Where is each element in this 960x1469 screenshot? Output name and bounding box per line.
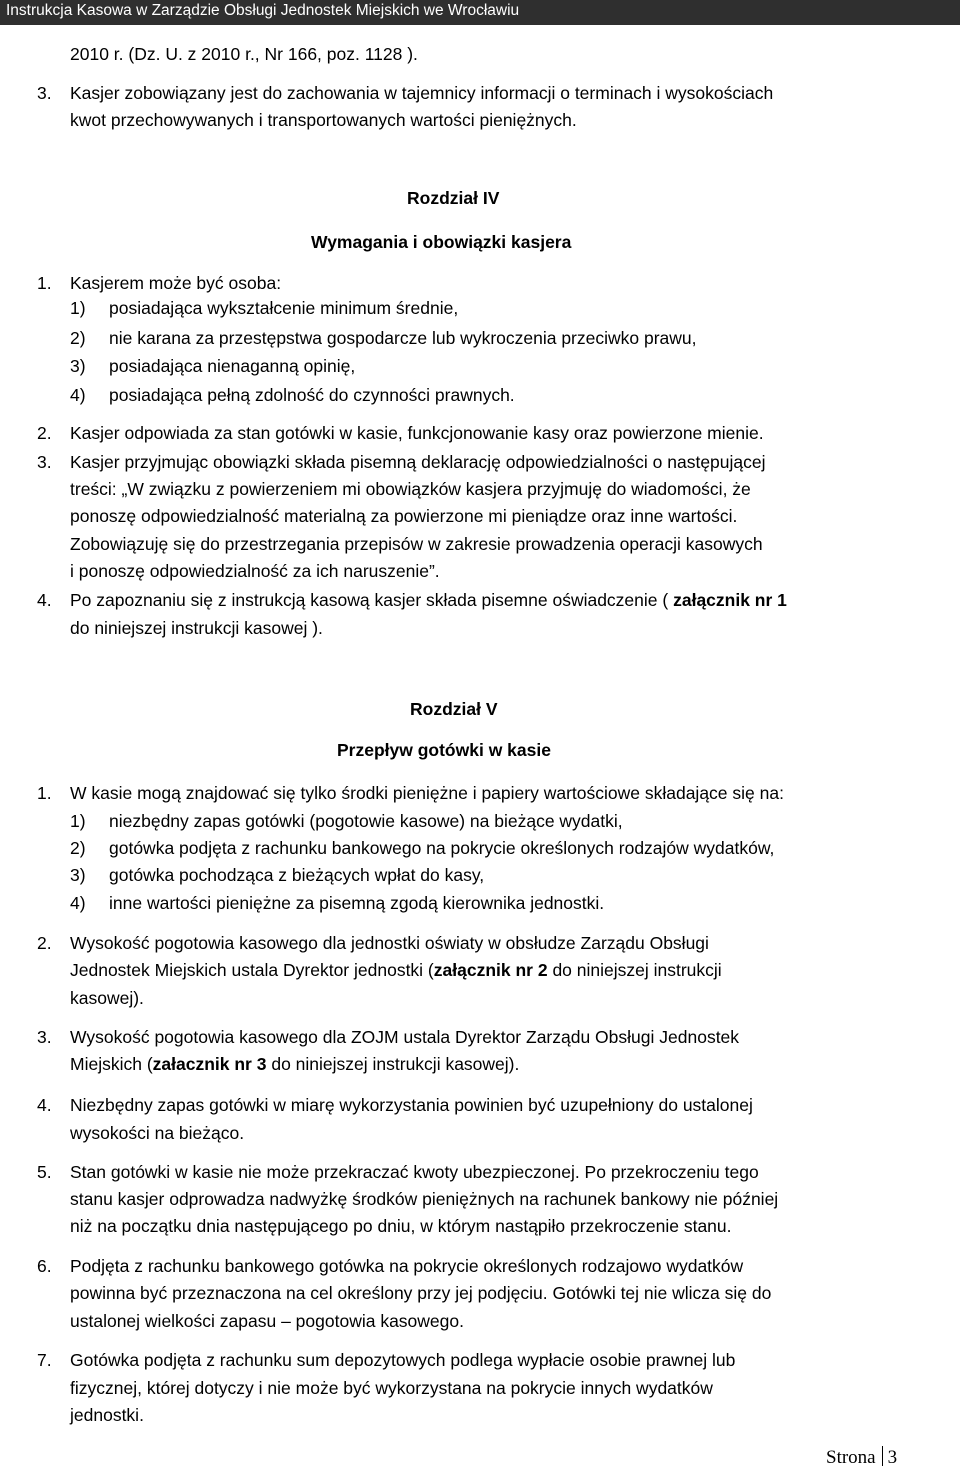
- item-number: 4.: [37, 1095, 52, 1115]
- paragraph-line: niż na początku dnia następującego po dniu, w którym nastąpiło przekroczenie stanu.: [70, 1216, 732, 1236]
- paragraph-line: [70, 959, 722, 981]
- item-number: 1.: [37, 783, 52, 803]
- paragraph-line: jednostki.: [70, 1405, 144, 1425]
- paragraph-line: Podjęta z rachunku bankowego gotówka na pokrycie określonych rodzajowo wydatków: [70, 1256, 744, 1276]
- document-header-title: Instrukcja Kasowa w Zarządzie Obsługi Jednostek Miejskich we Wrocławiu: [6, 2, 520, 19]
- text-run: do niniejszej instrukcji: [552, 960, 722, 980]
- paragraph-line: Niezbędny zapas gotówki w miarę wykorzystania powinien być uzupełniony do ustalonej: [70, 1095, 753, 1115]
- item-number: 5.: [37, 1162, 52, 1182]
- paragraph-line: Kasjerem może być osoba:: [70, 273, 282, 293]
- page-footer: [826, 1446, 897, 1469]
- page-label: Strona: [826, 1447, 876, 1468]
- subitem-text: gotówka podjęta z rachunku bankowego na pokrycie określonych rodzajów wydatków,: [109, 838, 775, 858]
- chapter-subtitle: Przepływ gotówki w kasie: [337, 740, 551, 760]
- item-number: 3.: [37, 83, 52, 103]
- subitem-number: 3): [70, 356, 86, 376]
- subitem-text: nie karana za przestępstwa gospodarcze lub wykroczenia przeciwko prawu,: [109, 328, 697, 348]
- paragraph-line: Wysokość pogotowia kasowego dla ZOJM ustala Dyrektor Zarządu Obsługi Jednostek: [70, 1027, 740, 1047]
- subitem-number: 4): [70, 893, 86, 913]
- item-number: 3.: [37, 1027, 52, 1047]
- chapter-title: Rozdział V: [410, 699, 498, 719]
- subitem-number: 1): [70, 811, 86, 831]
- text-run: Jednostek Miejskich ustala Dyrektor jednostki (: [70, 960, 434, 980]
- attachment-reference: załacznik nr 3: [152, 1054, 267, 1074]
- paragraph-line: Kasjer odpowiada za stan gotówki w kasie, funkcjonowanie kasy oraz powierzone mienie.: [70, 423, 764, 443]
- subitem-text: posiadająca wykształcenie minimum średnie,: [109, 298, 459, 318]
- item-number: 2.: [37, 933, 52, 953]
- paragraph-line: stanu kasjer odprowadza nadwyżkę środków pieniężnych na rachunek bankowy nie później: [70, 1189, 779, 1209]
- paragraph-line: fizycznej, której dotyczy i nie może być wykorzystana na pokrycie innych wydatków: [70, 1378, 713, 1398]
- subitem-number: 2): [70, 328, 86, 348]
- item-number: 2.: [37, 423, 52, 443]
- subitem-text: gotówka pochodząca z bieżących wpłat do kasy,: [109, 865, 485, 885]
- subitem-number: 1): [70, 298, 86, 318]
- item-number: 6.: [37, 1256, 52, 1276]
- subitem-number: 3): [70, 865, 86, 885]
- subitem-text: posiadająca nienaganną opinię,: [109, 356, 356, 376]
- paragraph-line: W kasie mogą znajdować się tylko środki pieniężne i papiery wartościowe składające się na:: [70, 783, 784, 803]
- attachment-reference: załącznik nr 1: [673, 590, 787, 610]
- paragraph-line: treści: „W związku z powierzeniem mi obowiązków kasjera przyjmuję do wiadomości, że: [70, 479, 751, 499]
- paragraph-line: kwot przechowywanych i transportowanych wartości pieniężnych.: [70, 110, 577, 130]
- subitem-number: 4): [70, 385, 86, 405]
- paragraph-line: Stan gotówki w kasie nie może przekraczać kwoty ubezpieczonej. Po przekroczeniu tego: [70, 1162, 759, 1182]
- paragraph-line: ustalonej wielkości zapasu – pogotowia kasowego.: [70, 1311, 464, 1331]
- subitem-number: 2): [70, 838, 86, 858]
- paragraph-line: ponoszę odpowiedzialność materialną za powierzone mi pieniądze oraz inne wartości.: [70, 506, 738, 526]
- item-number: 3.: [37, 452, 52, 472]
- paragraph-line: i ponoszę odpowiedzialność za ich naruszenie”.: [70, 561, 440, 581]
- paragraph-line: do niniejszej instrukcji kasowej ).: [70, 618, 323, 638]
- paragraph-line: kasowej).: [70, 988, 144, 1008]
- paragraph-line: Kasjer przyjmując obowiązki składa pisemną deklarację odpowiedzialności o następującej: [70, 452, 766, 472]
- paragraph-line: [70, 1053, 519, 1075]
- paragraph-line: Gotówka podjęta z rachunku sum depozytowych podlega wypłacie osobie prawnej lub: [70, 1350, 736, 1370]
- item-number: 1.: [37, 273, 52, 293]
- attachment-reference: załącznik nr 2: [433, 960, 548, 980]
- page-number: 3: [887, 1447, 898, 1468]
- text-run: do niniejszej instrukcji kasowej).: [271, 1054, 520, 1074]
- paragraph-line: Wysokość pogotowia kasowego dla jednostki oświaty w obsłudze Zarządu Obsługi: [70, 933, 709, 953]
- subitem-text: niezbędny zapas gotówki (pogotowie kasowe) na bieżące wydatki,: [109, 811, 623, 831]
- chapter-title: Rozdział IV: [407, 188, 500, 208]
- paragraph-line: [70, 589, 787, 611]
- chapter-subtitle: Wymagania i obowiązki kasjera: [311, 232, 572, 252]
- footer-separator: [882, 1446, 883, 1466]
- subitem-text: inne wartości pieniężne za pisemną zgodą kierownika jednostki.: [109, 893, 605, 913]
- paragraph-line: wysokości na bieżąco.: [70, 1123, 245, 1143]
- paragraph-line: Zobowiązuję się do przestrzegania przepisów w zakresie prowadzenia operacji kasowych: [70, 534, 763, 554]
- item-number: 7.: [37, 1350, 52, 1370]
- item-number: 4.: [37, 590, 52, 610]
- text-run: Miejskich (: [70, 1054, 153, 1074]
- continuation-text: 2010 r. (Dz. U. z 2010 r., Nr 166, poz. 1128 ).: [70, 44, 418, 64]
- document-header-bar: [0, 0, 960, 25]
- paragraph-line: powinna być przeznaczona na cel określony przy jej podjęciu. Gotówki tej nie wlicza się do: [70, 1283, 772, 1303]
- subitem-text: posiadająca pełną zdolność do czynności prawnych.: [109, 385, 515, 405]
- paragraph-line: Kasjer zobowiązany jest do zachowania w tajemnicy informacji o terminach i wysokościach: [70, 83, 774, 103]
- text-run: Po zapoznaniu się z instrukcją kasową kasjer składa pisemne oświadczenie (: [70, 590, 669, 610]
